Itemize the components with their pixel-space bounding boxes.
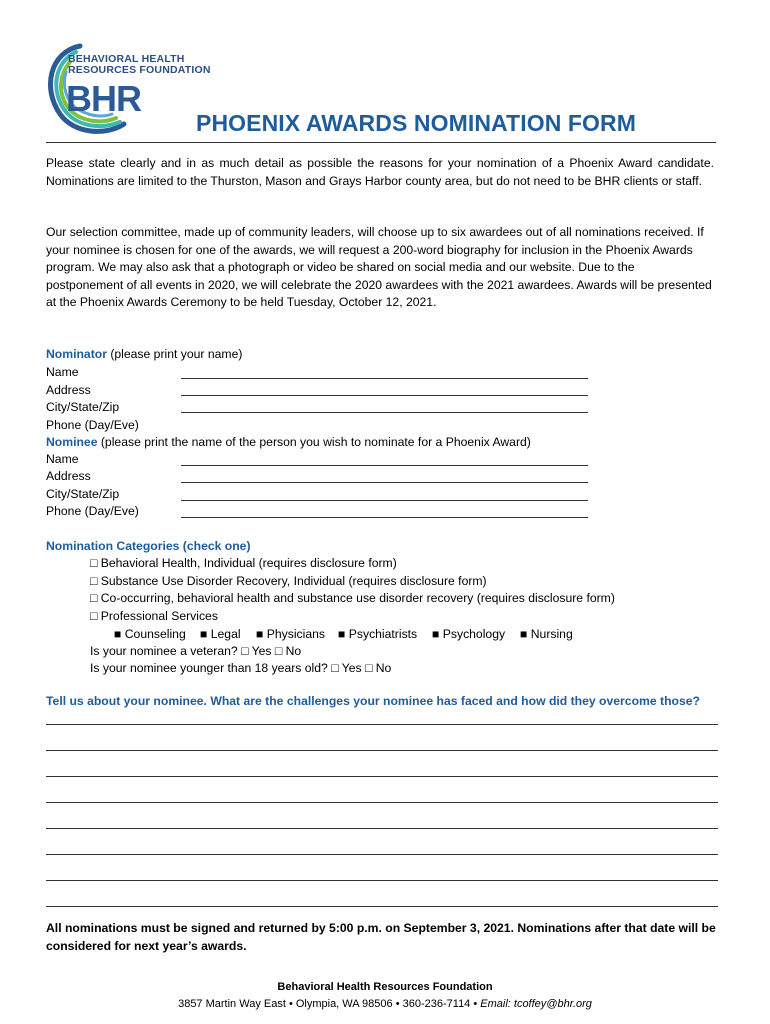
veteran-question[interactable]: Is your nominee a veteran? □ Yes □ No — [90, 644, 302, 658]
logo-org-name — [68, 54, 211, 76]
logo-org-line1: BEHAVIORAL HEALTH — [68, 53, 185, 65]
nominee-address-field[interactable] — [181, 482, 588, 483]
age-question[interactable]: Is your nominee younger than 18 years old? □ Yes □ No — [90, 661, 392, 675]
subtype-psychology[interactable]: ■ Psychology — [432, 627, 506, 641]
intro-paragraph-1: Please state clearly and in as much detail as possible the reasons for your nomination of a Phoenix Award candidate. Nominations are limited to the Thurston, Mason and Grays Harbor county area, but do not need to be BHR clients or staff. — [46, 156, 714, 188]
nominee-name-label: Name — [46, 452, 79, 466]
story-answer-line[interactable] — [46, 802, 718, 803]
nominator-name-field[interactable] — [181, 378, 588, 379]
category-option-behavioral-health[interactable]: □ Behavioral Health, Individual (requires disclosure form) — [90, 556, 397, 570]
category-option-co-occurring[interactable]: □ Co-occurring, behavioral health and substance use disorder recovery (requires disclosure form) — [90, 591, 615, 605]
story-answer-line[interactable] — [46, 906, 718, 907]
nominator-city-label: City/State/Zip — [46, 400, 120, 414]
subtype-psychiatrists[interactable]: ■ Psychiatrists — [338, 627, 418, 641]
story-answer-line[interactable] — [46, 828, 718, 829]
story-answer-line[interactable] — [46, 724, 718, 725]
category-option-professional-services[interactable]: □ Professional Services — [90, 609, 218, 623]
page-title: PHOENIX AWARDS NOMINATION FORM — [196, 110, 636, 136]
nominator-heading-row — [46, 346, 242, 363]
footer-org-name: Behavioral Health Resources Foundation — [277, 981, 493, 993]
nominee-city-field[interactable] — [181, 500, 588, 501]
footer-address: 3857 Martin Way East • Olympia, WA 98506 • 360-236-7114 • — [178, 998, 481, 1010]
category-option-substance-use[interactable]: □ Substance Use Disorder Recovery, Individual (requires disclosure form) — [90, 574, 487, 588]
logo-initials: BHR — [66, 78, 141, 119]
nominee-address-label: Address — [46, 469, 91, 483]
story-answer-line[interactable] — [46, 880, 718, 881]
categories-heading: Nomination Categories (check one) — [46, 539, 251, 553]
story-answer-line[interactable] — [46, 776, 718, 777]
story-answer-line[interactable] — [46, 854, 718, 855]
nominator-address-label: Address — [46, 383, 91, 397]
footer-email: Email: tcoffey@bhr.org — [480, 998, 592, 1010]
nominee-heading-row — [46, 434, 531, 451]
nominator-heading: Nominator — [46, 347, 107, 361]
nominee-story-question: Tell us about your nominee. What are the challenges your nominee has faced and how did they overcome those? — [46, 694, 700, 708]
nominee-phone-field[interactable] — [181, 517, 588, 518]
subtype-nursing[interactable]: ■ Nursing — [520, 627, 573, 641]
footer-contact — [0, 998, 770, 1010]
deadline-notice: All nominations must be signed and returned by 5:00 p.m. on September 3, 2021. Nominations after that date will be considered for next year’s awards. — [46, 921, 716, 953]
nominee-city-label: City/State/Zip — [46, 487, 120, 501]
intro-paragraph-2: Our selection committee, made up of community leaders, will choose up to six awardees out of all nominations received. If your nominee is chosen for one of the awards, we will request a 200-word biography for inclusion in the Phoenix Awards program. We may also ask that a photograph or video be shared on social media and our website. Due to the postponement of all events in 2020, we will celebrate the 2020 awardees with the 2021 awardees. Awards will be presented at the Phoenix Awards Ceremony to be held Tuesday, October 12, 2021. — [46, 225, 712, 309]
subtype-legal[interactable]: ■ Legal — [200, 627, 241, 641]
nominee-heading: Nominee — [46, 435, 98, 449]
nominee-phone-label: Phone (Day/Eve) — [46, 504, 139, 518]
story-answer-line[interactable] — [46, 750, 718, 751]
nominator-city-field[interactable] — [181, 412, 588, 413]
logo-org-line2: RESOURCES FOUNDATION — [68, 64, 211, 76]
subtype-physicians[interactable]: ■ Physicians — [256, 627, 326, 641]
subtype-counseling[interactable]: ■ Counseling — [114, 627, 186, 641]
nominee-note: (please print the name of the person you wish to nominate for a Phoenix Award) — [97, 435, 531, 449]
nominator-name-label: Name — [46, 365, 79, 379]
nominee-name-field[interactable] — [181, 465, 588, 466]
title-divider — [46, 142, 716, 143]
nominator-address-field[interactable] — [181, 395, 588, 396]
nominator-note: (please print your name) — [106, 347, 243, 361]
nominator-phone-label: Phone (Day/Eve) — [46, 418, 139, 432]
